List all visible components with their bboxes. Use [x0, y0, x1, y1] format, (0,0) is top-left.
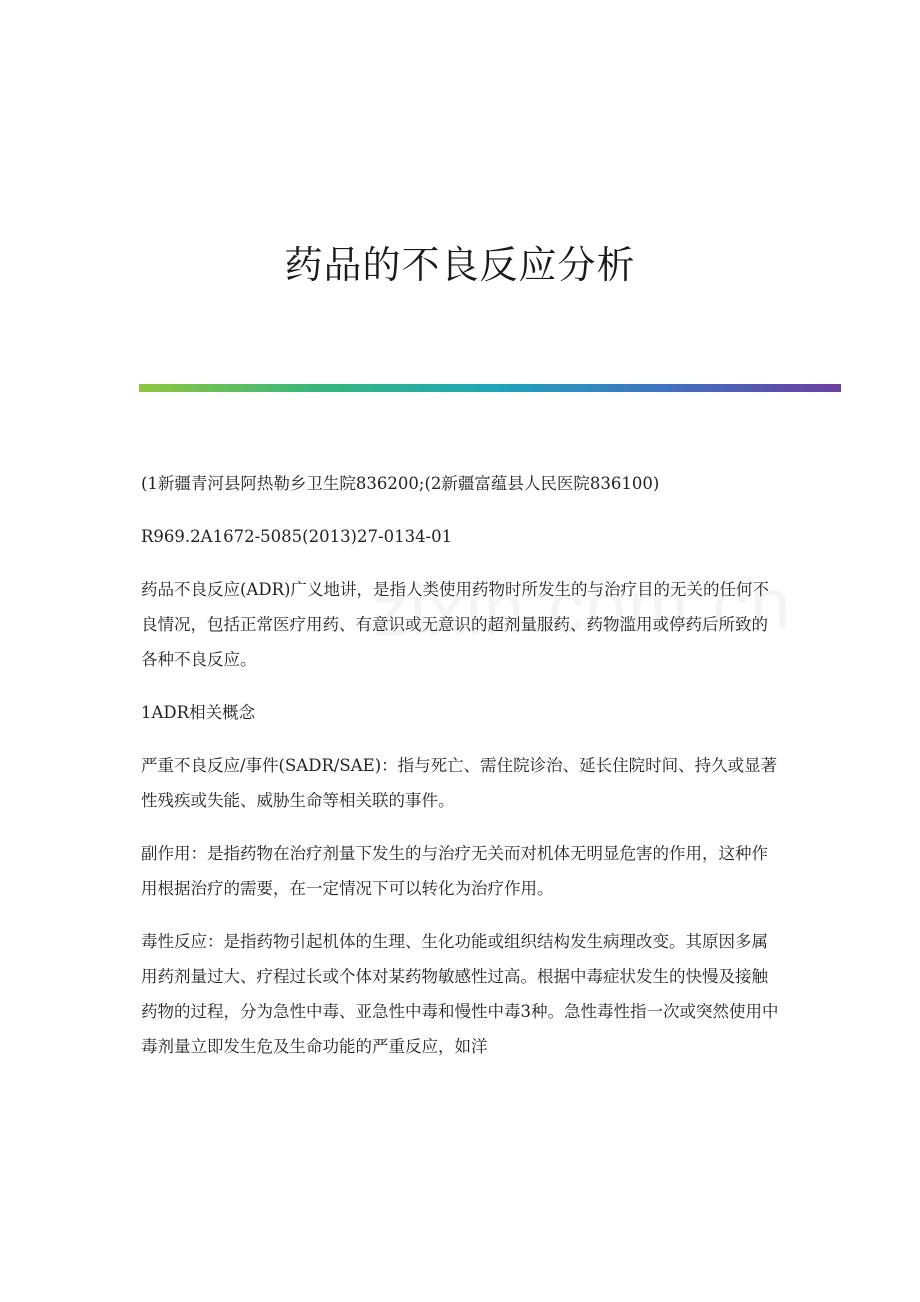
classification-code: R969.2A1672-5085(2013)27-0134-01 — [141, 527, 453, 546]
toxic-reaction-paragraph: 毒性反应：是指药物引起机体的生理、生化功能或组织结构发生病理改变。其原因多属用药剂量过大、疗程过长或个体对某药物敏感性过高。根据中毒症状发生的快慢及接触药物的过程，分为急性中毒、亚急性中毒和慢性中毒3种。急性毒性指一次或突然使用中毒剂量立即发生危及生命功能的严重反应，如洋 — [141, 932, 779, 1056]
document-title: 药品的不良反应分析 — [284, 243, 636, 288]
document-body — [141, 466, 783, 1064]
section-heading: 1ADR相关概念 — [141, 703, 256, 722]
adr-definition-paragraph: 药品不良反应(ADR)广义地讲，是指人类使用药物时所发生的与治疗目的无关的任何不良情况，包括正常医疗用药、有意识或无意识的超剂量服药、药物滥用或停药后所致的各种不良反应。 — [141, 580, 769, 669]
title-divider-bar — [139, 384, 841, 392]
author-affiliation: (1新疆青河县阿热勒乡卫生院836200;(2新疆富蕴县人民医院836100) — [141, 474, 660, 493]
serious-adr-paragraph: 严重不良反应/事件(SADR/SAE)：指与死亡、需住院诊治、延长住院时间、持久或显著性残疾或失能、威胁生命等相关联的事件。 — [141, 756, 778, 810]
side-effect-paragraph: 副作用：是指药物在治疗剂量下发生的与治疗无关而对机体无明显危害的作用，这种作用根据治疗的需要，在一定情况下可以转化为治疗作用。 — [141, 844, 768, 898]
